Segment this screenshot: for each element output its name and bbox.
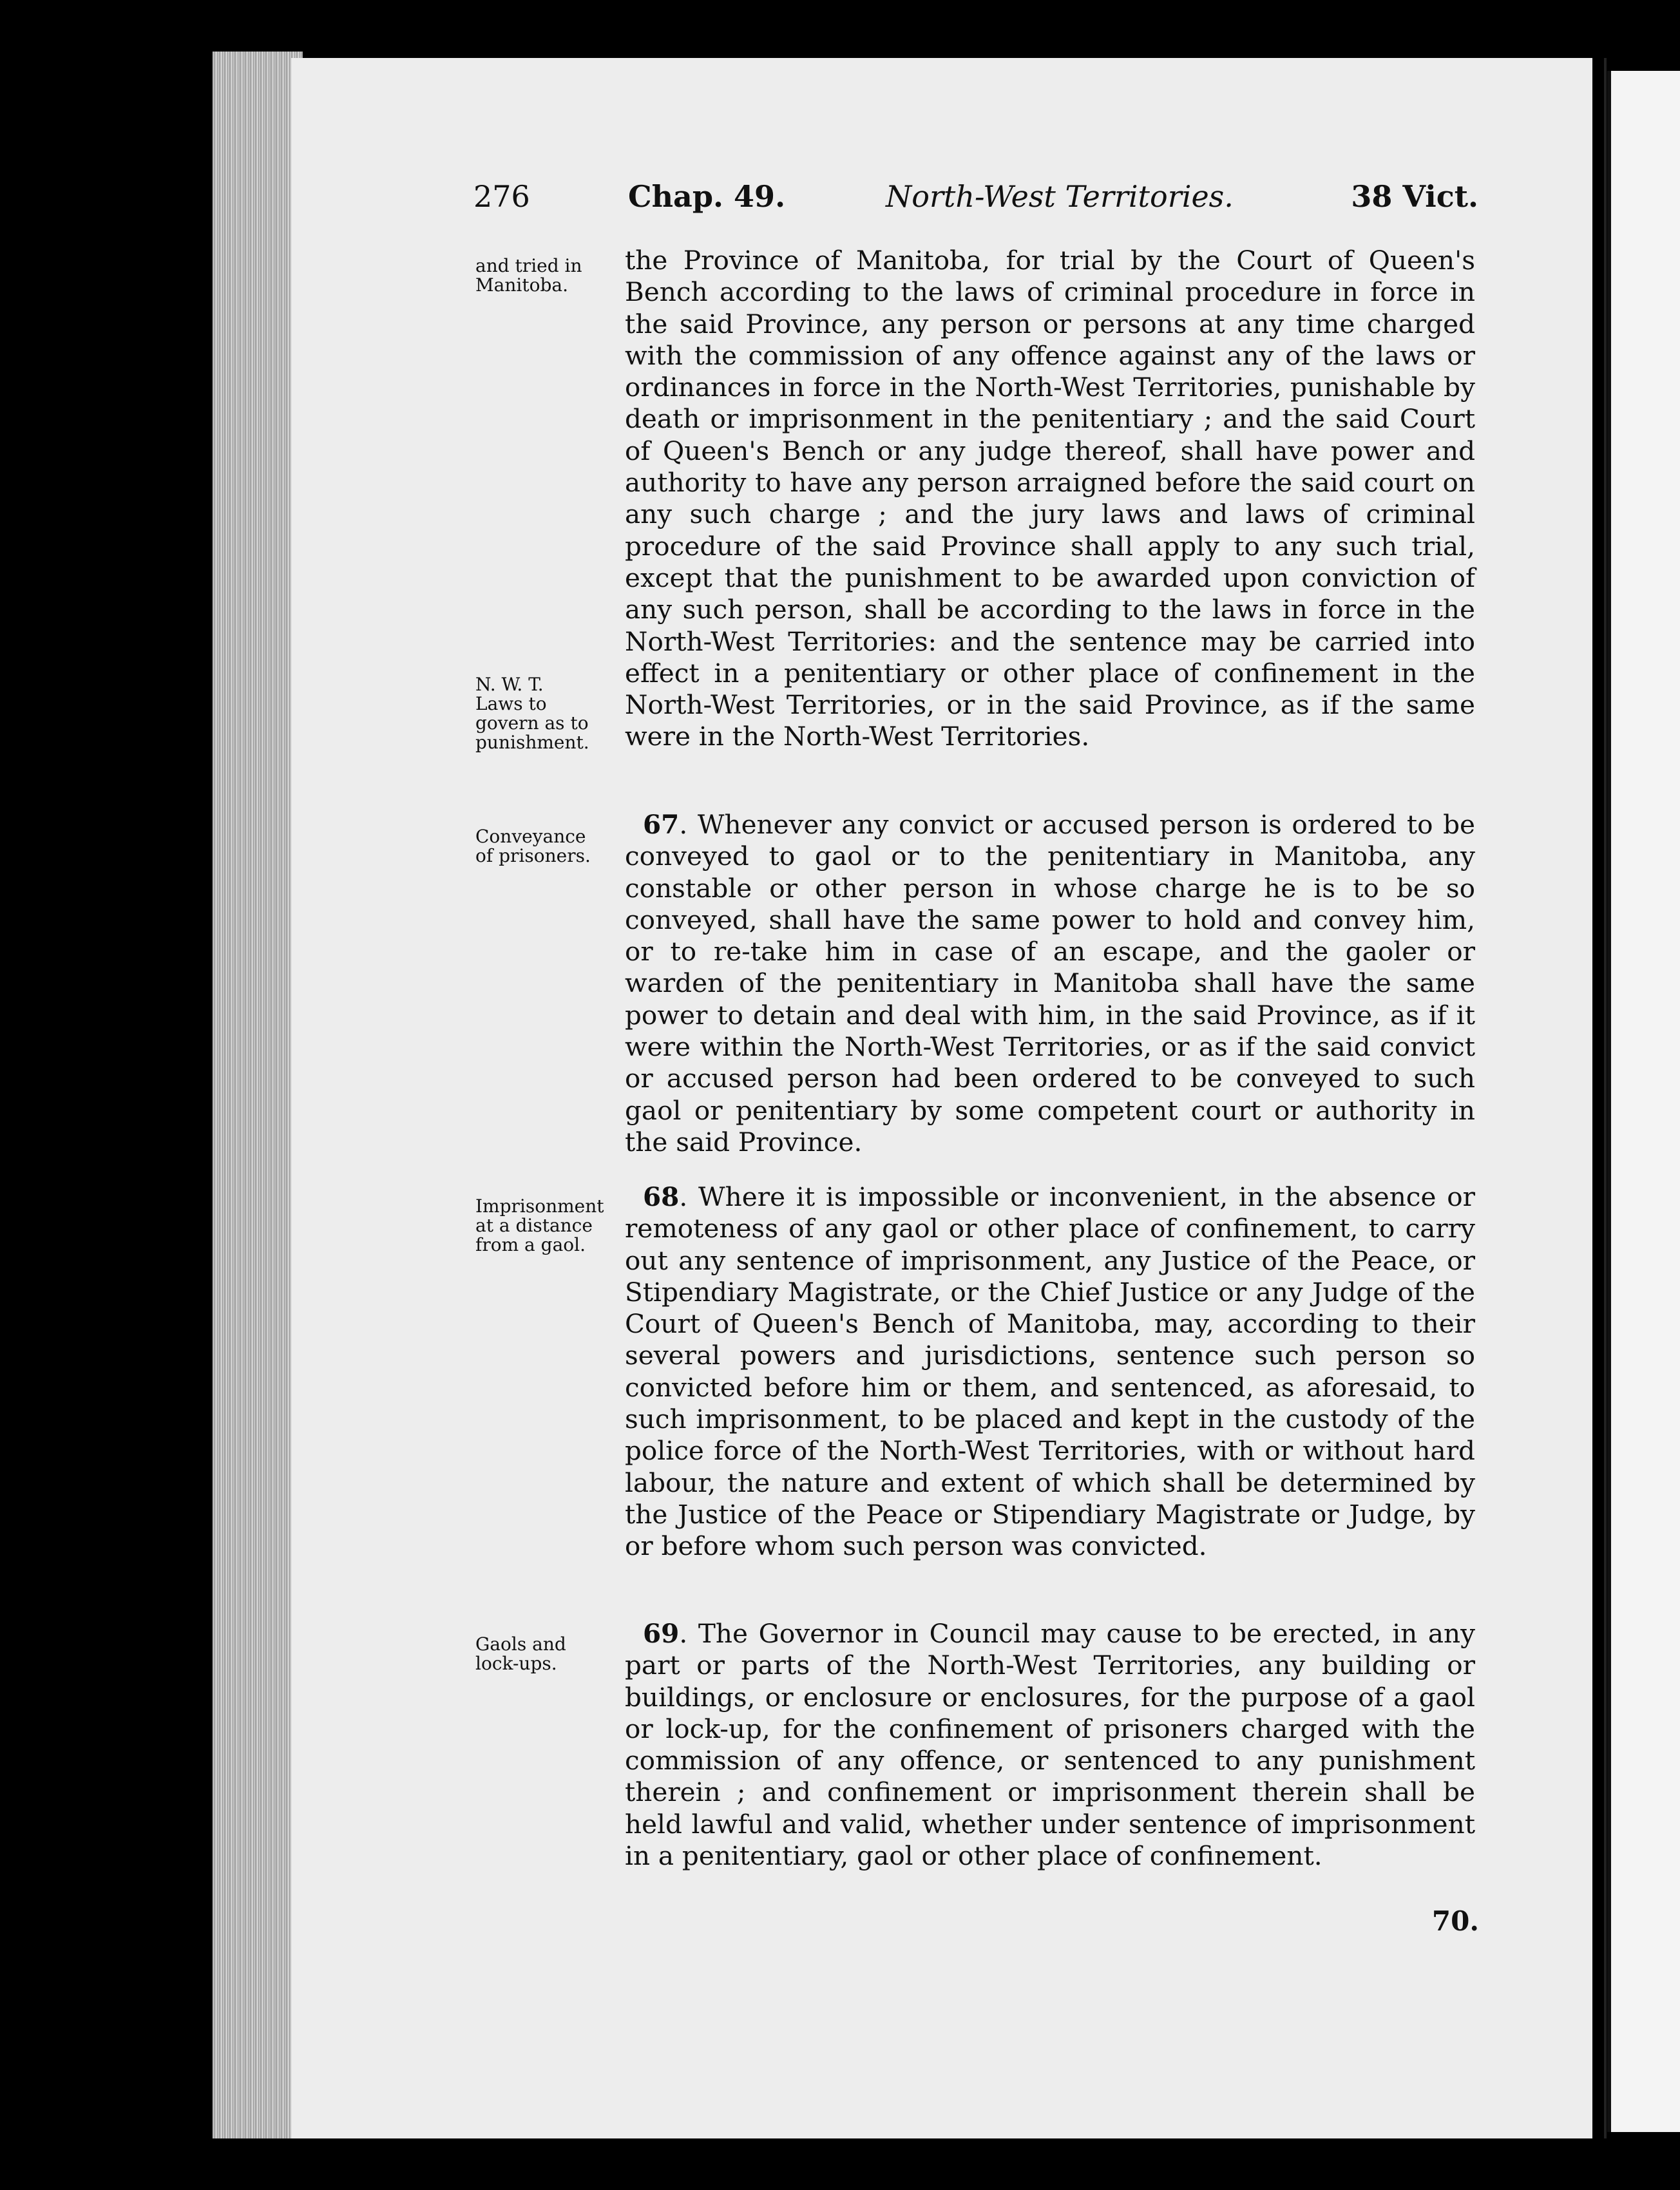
gutter-line [1604, 58, 1607, 2138]
facing-page-edge [1607, 71, 1680, 2132]
paragraph-continued [625, 245, 1475, 753]
section-number: 69 [643, 1618, 680, 1649]
marginal-note: Conveyance of prisoners. [475, 826, 591, 866]
page-number: 276 [473, 179, 530, 214]
marginal-note: Gaols and lock-ups. [475, 1633, 566, 1674]
paragraph-text: . The Governor in Council may cause to be erected, in any part or parts of the North-West Territories, any building or buildings, or enclosure or enclosures, for the purpose of a gaol or lock-up, for the confinement of prisoners charged with the commission of any offence, or sentenced to any punishment therein ; and confinement or imprisonment therein shall be held lawful and valid, whether under sentence of imprisonment in a penitentiary, gaol or other place of confinement. [625, 1618, 1475, 1872]
section-number: 67 [643, 809, 680, 840]
running-title: North-West Territories. [886, 179, 1234, 214]
marginal-note: and tried in Manitoba. [475, 255, 582, 296]
paragraph-text: . Whenever any convict or accused person is ordered to be conveyed to gaol or to the penitentiary in Manitoba, any constable or other person in whose charge he is to be so conveyed, shall have the same power to hold and convey him, or to re-take him in case of an escape, and the gaoler or warden of the penitentiary in Manitoba shall have the same power to detain and deal with him, in the said Province, as if it were within the North-West Territories, or as if the said convict or accused person had been ordered to be conveyed to such gaol or penitentiary by some competent court or authority in the said Province. [625, 809, 1475, 1157]
marginal-note: N. W. T. Laws to govern as to punishment. [475, 674, 589, 753]
paragraph-text: . Where it is impossible or inconvenient, in the absence or remoteness of any gaol or other place of confinement, to carry out any sentence of imprisonment, any Justice of the Peace, or Stipendiary Magistrate, or the Chief Justice or any Judge of the Court of Queen's Bench of Manitoba, may, according to their several powers and jurisdictions, sentence such person so convicted before him or them, and sentenced, as aforesaid, to such imprisonment, to be placed and kept in the custody of the police force of the North-West Territories, with or without hard labour, the nature and extent of which shall be determined by the Justice of the Peace or Stipendiary Magistrate or Judge, by or before whom such person was convicted. [625, 1181, 1475, 1562]
page-edges [213, 52, 303, 2138]
section-68 [625, 1181, 1475, 1563]
running-header [473, 179, 1478, 231]
marginal-note: Imprisonment at a distance from a gaol. [475, 1195, 604, 1255]
catchword: 70. [1431, 1905, 1479, 1937]
section-number: 68 [643, 1181, 680, 1212]
chapter-label: Chap. 49. [628, 179, 786, 214]
regnal-year: 38 Vict. [1351, 179, 1478, 214]
section-69 [625, 1618, 1475, 1872]
section-67 [625, 809, 1475, 1158]
paragraph-text: the Province of Manitoba, for trial by the Court of Queen's Bench according to the laws of criminal procedure in force in the said Province, any person or persons at any time charged with the commission of any offence against any of the laws or ordinances in force in the North-West Territories, punishable by death or imprisonment in the penitentiary ; and the said Court of Queen's Bench or any judge thereof, shall have power and authority to have any person arraigned before the said court on any such charge ; and the jury laws and laws of criminal procedure of the said Province shall apply to any such trial, except that the punishment to be awarded upon conviction of any such person, shall be according to the laws in force in the North-West Territories: and the sentence may be carried into effect in a penitentiary or other place of confinement in the North-West Territories, or in the said Province, as if the same were in the North-West Territories. [625, 245, 1475, 752]
